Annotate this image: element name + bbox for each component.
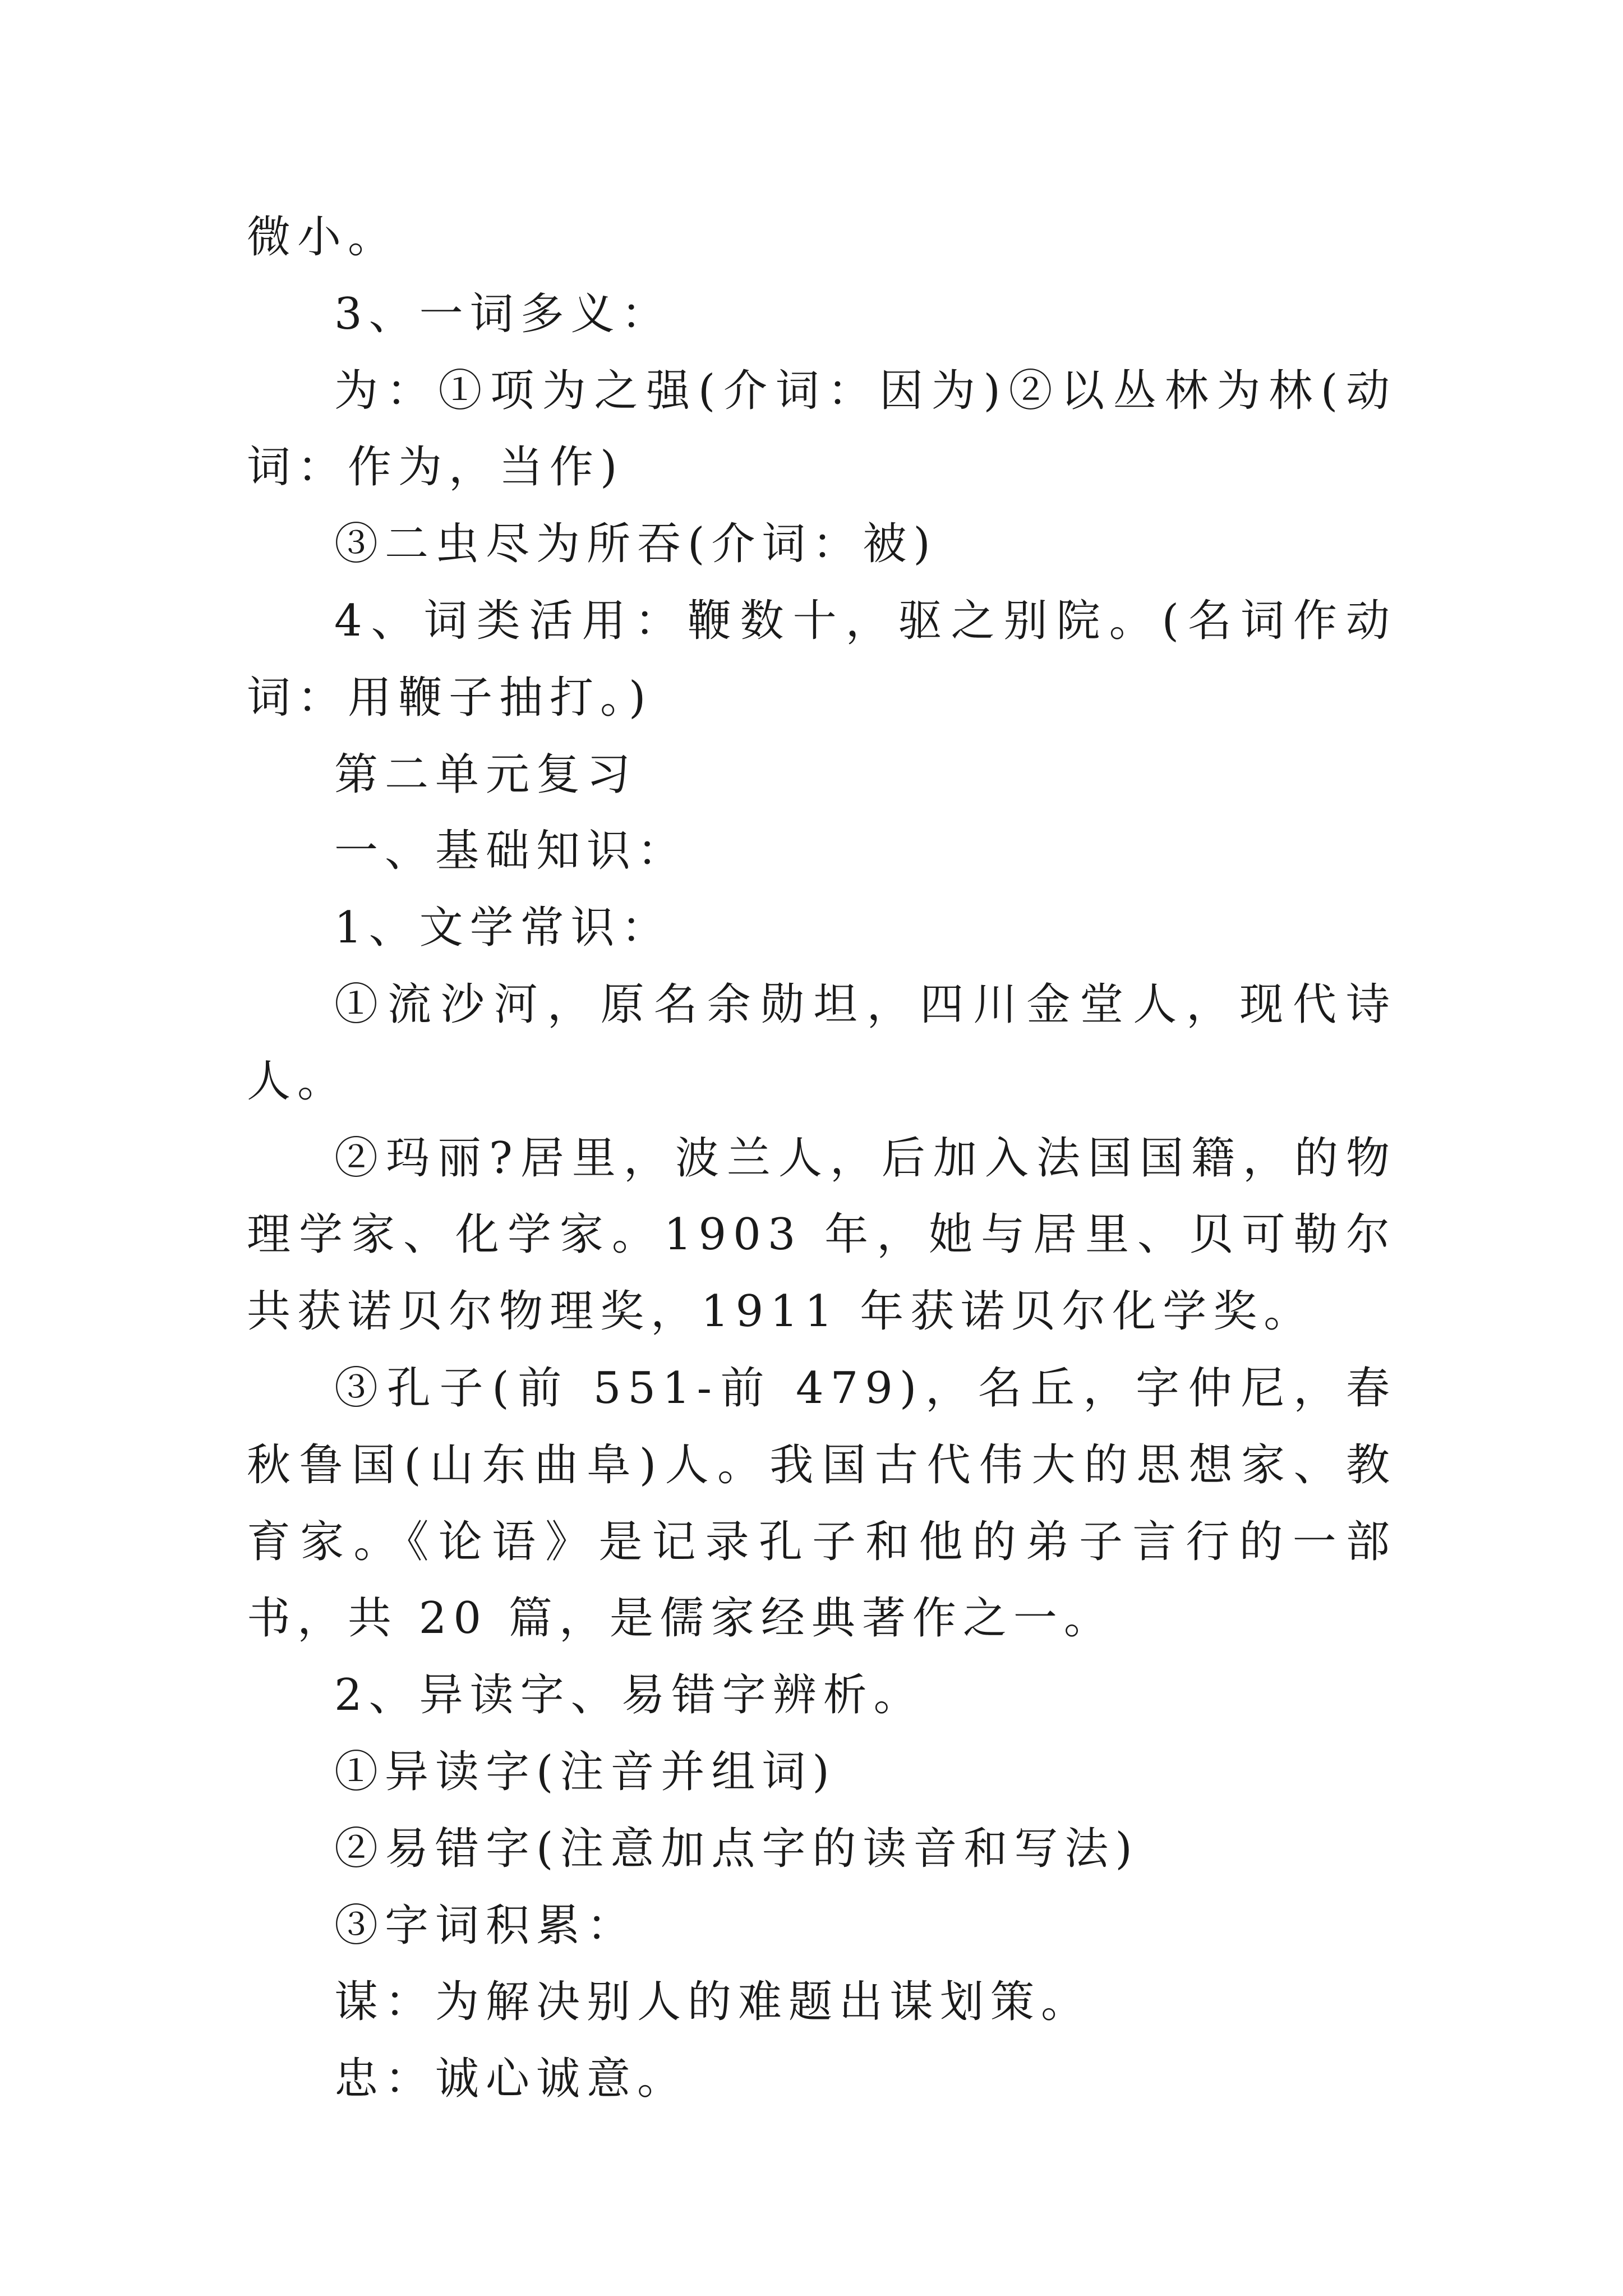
paragraph-wei-meanings: 为：①项为之强(介词：因为)②以丛林为林(动词：作为，当作) <box>247 365 1396 493</box>
paragraph-continuation: 微小。 <box>247 212 399 263</box>
item-variant-readings: ①异读字(注音并组词) <box>334 1746 836 1797</box>
paragraph-wei-passive: ③二虫尽为所吞(介词：被) <box>334 519 937 570</box>
item-error-prone-characters: ②易错字(注意加点字的读音和写法) <box>334 1823 1139 1874</box>
item-word-accumulation: ③字词积累： <box>334 1900 638 1951</box>
heading-polysemy: 3、一词多义： <box>334 288 672 339</box>
document-body <box>247 199 1396 2118</box>
heading-word-class: 4、词类活用：鞭数十，驱之别院。(名词作动词：用鞭子抽打。) <box>247 595 1396 723</box>
heading-character-analysis: 2、异读字、易错字辨析。 <box>334 1670 924 1721</box>
heading-literary-knowledge: 1、文学常识： <box>334 903 672 954</box>
paragraph-marie-curie: ②玛丽?居里，波兰人，后加入法国国籍，的物理学家、化学家。1903 年，她与居里、贝可勒尔共获诺贝尔物理奖，1911 年获诺贝尔化学奖。 <box>247 1133 1396 1337</box>
definition-zhong: 忠：诚心诚意。 <box>334 2054 688 2105</box>
paragraph-confucius: ③孔子(前 551-前 479)，名丘，字仲尼，春秋鲁国(山东曲阜)人。我国古代伟大的思想家、教育家。《论语》是记录孔子和他的弟子言行的一部书，共 20 篇，是儒家经典著作之一。 <box>247 1363 1396 1644</box>
heading-basic-knowledge: 一、基础知识： <box>334 826 688 877</box>
paragraph-liu-shahe: ①流沙河，原名余勋坦，四川金堂人，现代诗人。 <box>247 979 1396 1107</box>
definition-mou: 谋：为解决别人的难题出谋划策。 <box>334 1977 1092 2028</box>
heading-unit-two-review: 第二单元复习 <box>334 749 638 800</box>
